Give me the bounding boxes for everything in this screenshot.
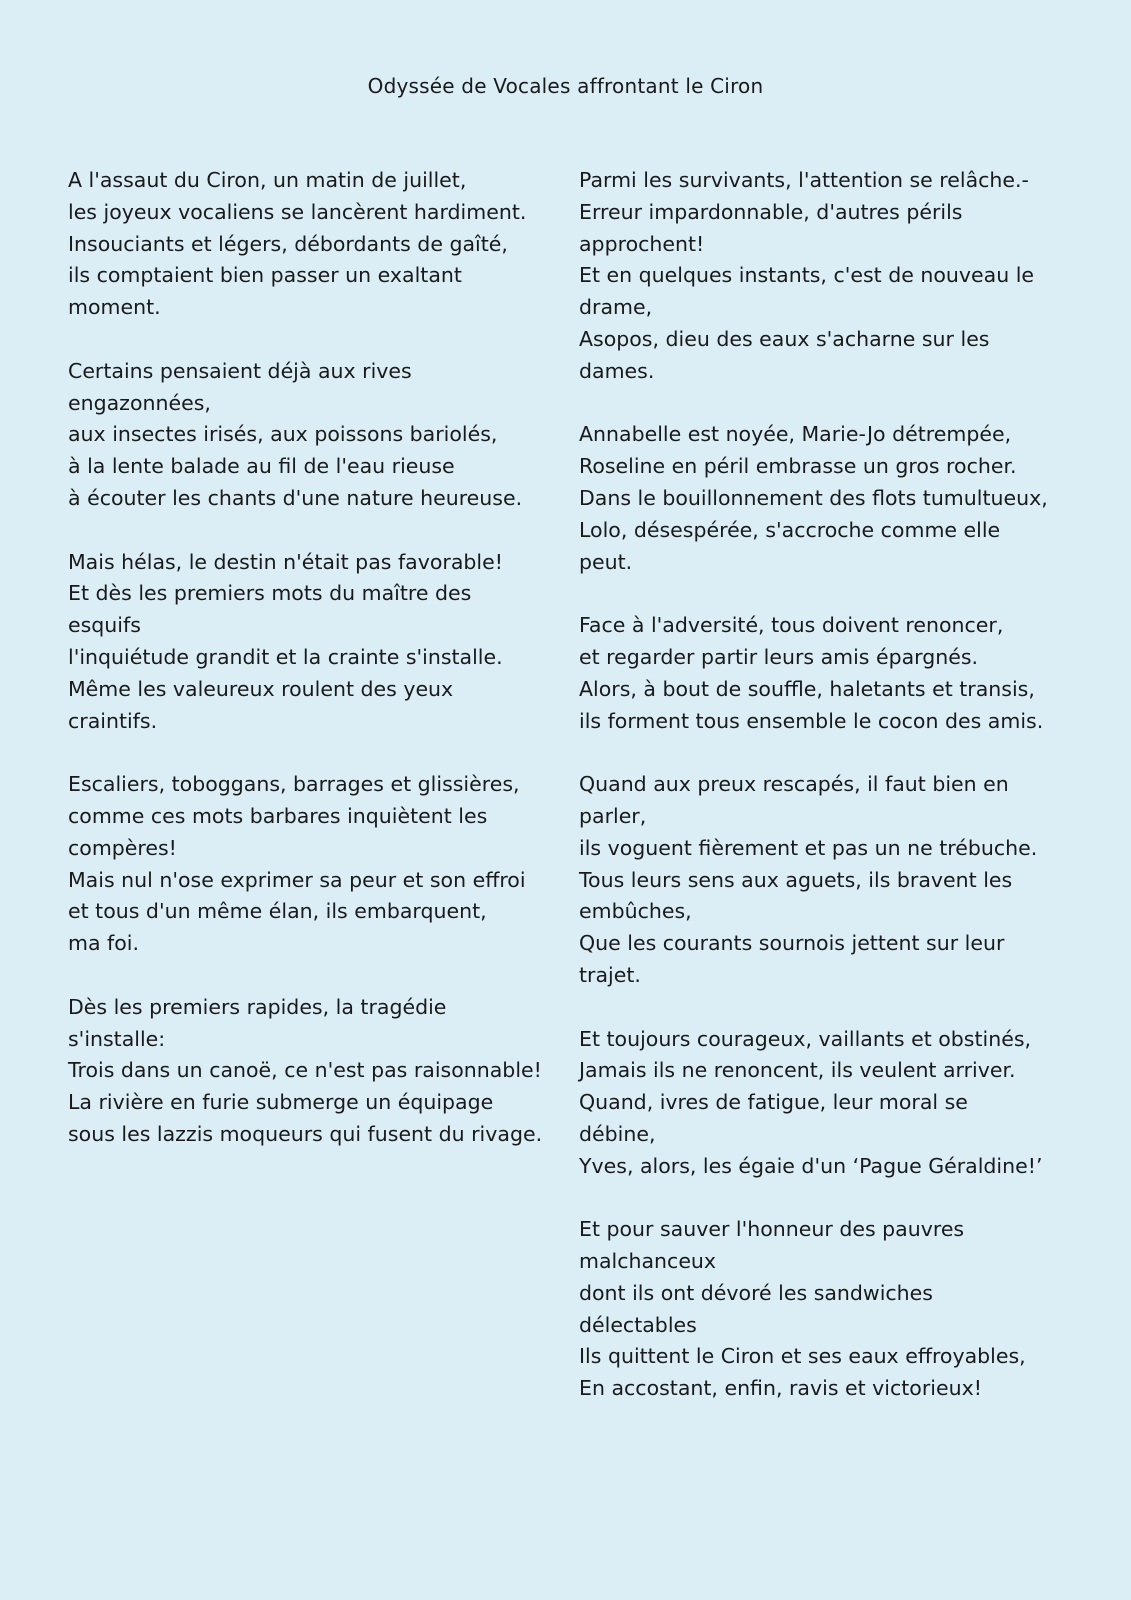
poem-line: Et pour sauver l'honneur des pauvres <box>579 1217 965 1242</box>
poem-line: engazonnées, <box>68 390 211 415</box>
left-column <box>68 165 556 1183</box>
stanza <box>68 165 556 324</box>
poem-line: Que les courants sournois jettent sur leur <box>579 931 1005 956</box>
poem-line: Et dès les premiers mots du maître des <box>68 581 472 606</box>
poem-line: parler, <box>579 803 647 828</box>
poem-line: Escaliers, toboggans, barrages et glissières, <box>68 772 520 797</box>
poem-line: En accostant, enfin, ravis et victorieux! <box>579 1376 982 1401</box>
stanza <box>68 769 556 960</box>
poem-line: esquifs <box>68 613 141 638</box>
poem-line: débine, <box>579 1121 656 1146</box>
poem-line: Dans le bouillonnement des flots tumultueux, <box>579 485 1048 510</box>
poem-line: à la lente balade au fil de l'eau rieuse <box>68 454 455 479</box>
poem-line: Face à l'adversité, tous doivent renoncer, <box>579 613 1004 638</box>
stanza <box>68 992 556 1151</box>
poem-line: Trois dans un canoë, ce n'est pas raisonnable! <box>68 1058 542 1083</box>
poem-line: malchanceux <box>579 1249 717 1274</box>
poem-line: délectables <box>579 1312 697 1337</box>
poem-line: Certains pensaient déjà aux rives <box>68 358 412 383</box>
poem-line: Dès les premiers rapides, la tragédie <box>68 994 447 1019</box>
poem-line: et regarder partir leurs amis épargnés. <box>579 644 979 669</box>
poem-line: Jamais ils ne renoncent, ils veulent arriver. <box>579 1058 1016 1083</box>
poem-line: Et en quelques instants, c'est de nouveau le <box>579 263 1035 288</box>
poem-line: Quand aux preux rescapés, il faut bien en <box>579 772 1009 797</box>
poem-line: compères! <box>68 835 177 860</box>
poem-line: craintifs. <box>68 708 158 733</box>
poem-line: trajet. <box>579 962 641 987</box>
poem-line: Parmi les survivants, l'attention se relâche.- <box>579 168 1029 192</box>
poem-line: Ils quittent le Ciron et ses eaux effroyables, <box>579 1344 1026 1369</box>
poem-line: drame, <box>579 295 653 320</box>
poem-line: et tous d'un même élan, ils embarquent, <box>68 899 487 924</box>
poem-line: moment. <box>68 295 161 320</box>
poem-line: l'inquiétude grandit et la crainte s'installe. <box>68 644 503 669</box>
stanza <box>579 165 1079 388</box>
poem-line: dames. <box>579 358 655 383</box>
stanza <box>68 547 556 738</box>
poem-line: peut. <box>579 549 633 574</box>
poem-line: A l'assaut du Ciron, un matin de juillet, <box>68 168 467 192</box>
poem-line: à écouter les chants d'une nature heureuse. <box>68 485 523 510</box>
poem-line: Erreur impardonnable, d'autres périls <box>579 199 963 224</box>
poem-line: Roseline en péril embrasse un gros rocher. <box>579 454 1017 479</box>
poem-line: Lolo, désespérée, s'accroche comme elle <box>579 517 1001 542</box>
stanza <box>579 1214 1079 1405</box>
poem-line: Asopos, dieu des eaux s'acharne sur les <box>579 326 990 351</box>
stanza <box>579 769 1079 992</box>
poem-line: aux insectes irisés, aux poissons bariolés, <box>68 422 498 447</box>
poem-title: Odyssée de Vocales affrontant le Ciron <box>367 74 764 98</box>
stanza <box>68 356 556 515</box>
poem-line: les joyeux vocaliens se lancèrent hardiment. <box>68 199 527 224</box>
poem-line: Insouciants et légers, débordants de gaîté, <box>68 231 508 256</box>
poem-line: Mais nul n'ose exprimer sa peur et son effroi <box>68 867 526 892</box>
poem-line: Quand, ivres de fatigue, leur moral se <box>579 1090 968 1115</box>
poem-line: s'installe: <box>68 1026 166 1051</box>
poem-line: Mais hélas, le destin n'était pas favorable! <box>68 549 503 574</box>
poem-line: ils forment tous ensemble le cocon des amis. <box>579 708 1044 733</box>
poem-line: ils comptaient bien passer un exaltant <box>68 263 462 288</box>
poem-line: Même les valeureux roulent des yeux <box>68 676 454 701</box>
poem-line: Et toujours courageux, vaillants et obstinés, <box>579 1026 1032 1051</box>
stanza <box>579 419 1079 578</box>
poem-line: ils voguent fièrement et pas un ne trébuche. <box>579 835 1038 860</box>
poem-line: Annabelle est noyée, Marie-Jo détrempée, <box>579 422 1012 447</box>
poem-line: Alors, à bout de souffle, haletants et transis, <box>579 676 1035 701</box>
stanza <box>579 1024 1079 1183</box>
poem-line: approchent! <box>579 231 705 256</box>
poem-line: La rivière en furie submerge un équipage <box>68 1090 494 1115</box>
poem-line: sous les lazzis moqueurs qui fusent du rivage. <box>68 1121 543 1146</box>
poem-line: ma foi. <box>68 931 140 956</box>
poem-line: Yves, alors, les égaie d'un ‘Pague Géraldine!’ <box>579 1153 1043 1178</box>
poem-line: dont ils ont dévoré les sandwiches <box>579 1280 933 1305</box>
poem-line: embûches, <box>579 899 692 924</box>
poem-line: Tous leurs sens aux aguets, ils bravent les <box>579 867 1013 892</box>
stanza <box>579 610 1079 737</box>
poem-line: comme ces mots barbares inquiètent les <box>68 803 488 828</box>
right-column <box>579 165 1079 1437</box>
